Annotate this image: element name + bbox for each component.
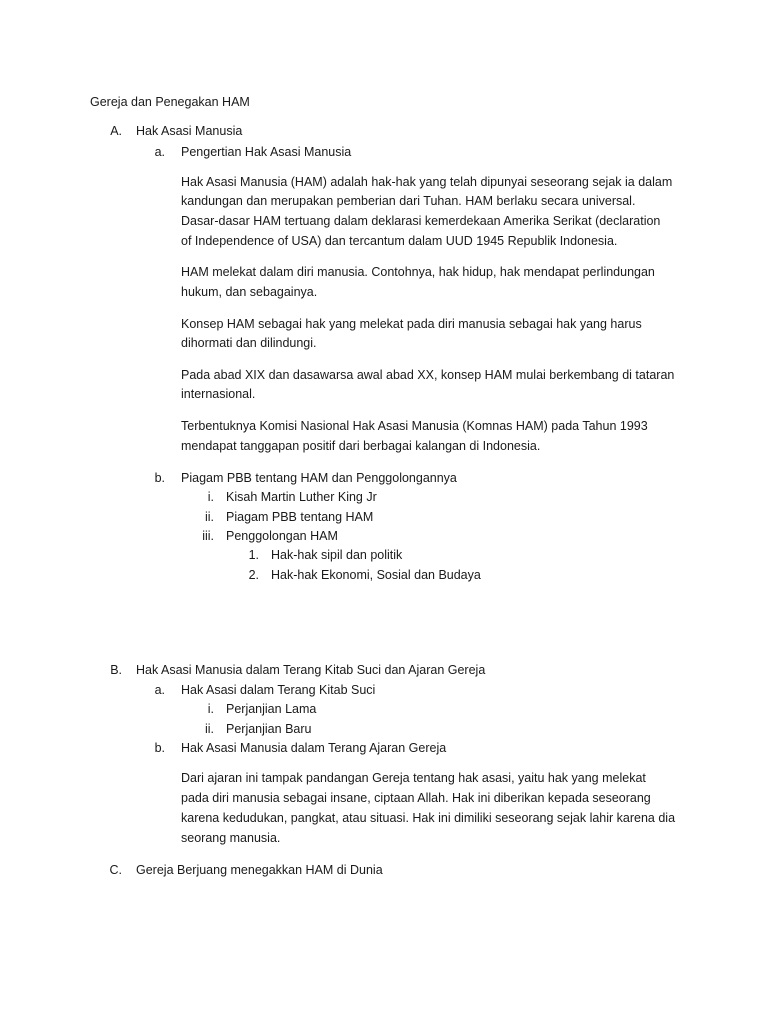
section-b-marker: B. [110,663,122,677]
list-item-marker: ii. [204,510,214,524]
paragraph-line: hukum, dan sebagainya. [181,285,318,299]
paragraph-line: internasional. [181,387,256,401]
section-a-b-marker: b. [154,471,165,485]
paragraph-line: HAM melekat dalam diri manusia. Contohnya, hak hidup, hak mendapat perlindungan [181,265,655,279]
paragraph-line: Dari ajaran ini tampak pandangan Gereja tentang hak asasi, yaitu hak yang melekat [181,771,646,785]
section-c-heading: Gereja Berjuang menegakkan HAM di Dunia [136,863,383,877]
sublist-item-marker: 1. [248,548,259,562]
section-c-marker: C. [109,863,122,877]
list-item-marker: i. [207,490,214,504]
paragraph-line: of Independence of USA) dan tercantum dalam UUD 1945 Republik Indonesia. [181,234,618,248]
section-a-b-heading: Piagam PBB tentang HAM dan Penggolongannya [181,471,457,485]
list-item-marker: ii. [204,722,214,736]
list-item: Perjanjian Baru [226,722,312,736]
document-title: Gereja dan Penegakan HAM [90,95,250,109]
section-a-heading: Hak Asasi Manusia [136,124,243,138]
paragraph-line: Konsep HAM sebagai hak yang melekat pada diri manusia sebagai hak yang harus [181,317,642,331]
list-item: Penggolongan HAM [226,529,338,543]
list-item-marker: i. [207,702,214,716]
paragraph-line: Dasar-dasar HAM tertuang dalam deklarasi kemerdekaan Amerika Serikat (declaration [181,214,661,228]
paragraph-line: dihormati dan dilindungi. [181,336,317,350]
sublist-item: Hak-hak Ekonomi, Sosial dan Budaya [271,568,481,582]
sublist-item-marker: 2. [248,568,259,582]
paragraph-line: mendapat tanggapan positif dari berbagai kalangan di Indonesia. [181,439,541,453]
paragraph-line: kandungan dan merupakan pemberian dari Tuhan. HAM berlaku secara universal. [181,194,636,208]
paragraph-line: karena kedudukan, pangkat, atau situasi. Hak ini dimiliki seseorang sejak lahir karena dia [181,811,676,825]
section-b-b-marker: b. [154,741,165,755]
list-item-marker: iii. [202,529,214,543]
section-b-b-heading: Hak Asasi Manusia dalam Terang Ajaran Gereja [181,741,447,755]
section-b-heading: Hak Asasi Manusia dalam Terang Kitab Suci dan Ajaran Gereja [136,663,486,677]
section-a-a-heading: Pengertian Hak Asasi Manusia [181,145,352,159]
paragraph-line: Terbentuknya Komisi Nasional Hak Asasi Manusia (Komnas HAM) pada Tahun 1993 [181,419,648,433]
sublist-item: Hak-hak sipil dan politik [271,548,403,562]
list-item: Perjanjian Lama [226,702,317,716]
paragraph-line: seorang manusia. [181,831,281,845]
paragraph-line: Pada abad XIX dan dasawarsa awal abad XX, konsep HAM mulai berkembang di tataran [181,368,675,382]
section-b-a-heading: Hak Asasi dalam Terang Kitab Suci [181,683,376,697]
section-a-a-marker: a. [154,145,165,159]
paragraph-line: pada diri manusia sebagai insane, ciptaan Allah. Hak ini diberikan kepada seseorang [181,791,651,805]
section-b-a-marker: a. [154,683,165,697]
section-a-marker: A. [110,124,122,138]
paragraph-line: Hak Asasi Manusia (HAM) adalah hak-hak yang telah dipunyai seseorang sejak ia dalam [181,175,673,189]
list-item: Kisah Martin Luther King Jr [226,490,377,504]
list-item: Piagam PBB tentang HAM [226,510,374,524]
